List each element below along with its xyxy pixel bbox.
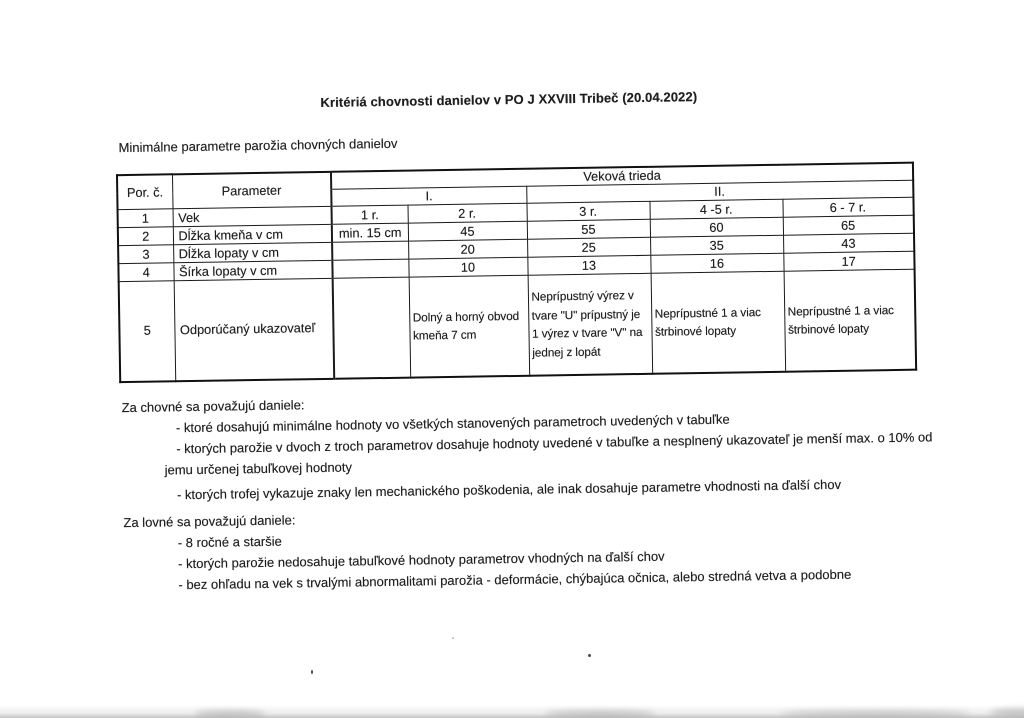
row-number-cell: 3 bbox=[118, 245, 173, 264]
scan-smudge bbox=[990, 708, 1024, 717]
value-cell-3r: Neprípustný výrez v tvare "U" prípustný je 1 výrez v tvare "V" na jednej z lopát bbox=[528, 273, 653, 375]
section-item: - 8 ročné a staršie bbox=[177, 533, 282, 551]
row-number-cell: 2 bbox=[118, 227, 173, 246]
value-cell-1r: 1 r. bbox=[332, 205, 408, 224]
value-cell-2r: 45 bbox=[408, 221, 527, 241]
parameter-cell: Dĺžka lopaty v cm bbox=[173, 242, 332, 262]
header-class-i: I. bbox=[331, 186, 526, 206]
section-lovne-daniele bbox=[123, 499, 964, 596]
section-chovne-daniele bbox=[121, 384, 963, 506]
document-title: Kritériá chovnosti danielov v PO J XXVIII Tribeč (20.04.2022) bbox=[320, 89, 698, 110]
value-cell-2r: Dolný a horný obvod kmeňa 7 cm bbox=[409, 275, 530, 377]
value-cell-6-7r: 17 bbox=[783, 251, 914, 271]
scan-speck bbox=[452, 637, 454, 639]
value-cell-6-7r: 65 bbox=[783, 215, 914, 235]
document-subtitle: Minimálne parametre parožia chovných danielov bbox=[118, 135, 398, 156]
value-cell-1r bbox=[332, 241, 408, 260]
section-item: - ktorých parožie v dvoch z troch parametrov dosahuje hodnoty uvedené v tabuľke a nesplnený ukazovateľ je menší max. o 10% od jemu určenej tabuľkovej hodnoty bbox=[164, 429, 933, 478]
value-cell-1r bbox=[333, 277, 411, 378]
header-parameter: Parameter bbox=[172, 172, 332, 209]
value-cell-1r: min. 15 cm bbox=[332, 223, 408, 242]
header-vekova-trieda: Veková trieda bbox=[331, 163, 913, 190]
section-item: - ktoré dosahujú minimálne hodnoty vo všetkých stanovených parametroch uvedených v tabuľke bbox=[175, 411, 730, 436]
value-cell-2r: 10 bbox=[408, 257, 527, 277]
table-row-odporucany-ukazovatel bbox=[119, 269, 916, 381]
parameter-cell: Vek bbox=[173, 206, 332, 226]
scan-speck bbox=[311, 670, 313, 674]
value-cell-2r: 20 bbox=[408, 239, 527, 259]
value-cell-6-7r: 43 bbox=[783, 233, 914, 253]
scan-smudge bbox=[195, 710, 265, 717]
value-cell-3r: 13 bbox=[527, 255, 650, 275]
value-cell-4-5r: 35 bbox=[650, 235, 783, 255]
value-cell-6-7r: Neprípustné 1 a viac štrbinové lopaty bbox=[784, 269, 917, 371]
parameter-cell: Odporúčaný ukazovateľ bbox=[174, 278, 335, 380]
value-cell-3r: 55 bbox=[527, 219, 650, 239]
section-item: - bez ohľadu na vek s trvalými abnormalitami parožia - deformácie, chýbajúca očnica, alebo stredná vetva a podobne bbox=[178, 566, 852, 593]
value-cell-4-5r: 60 bbox=[650, 217, 783, 237]
section-heading: Za chovné sa považujú daniele: bbox=[121, 397, 305, 416]
value-cell-6-7r: 6 - 7 r. bbox=[782, 197, 913, 217]
criteria-table bbox=[116, 162, 917, 383]
value-cell-3r: 25 bbox=[527, 237, 650, 257]
section-item: - ktorých parožie nedosahuje tabuľkové hodnoty parametrov vhodných na ďalší chov bbox=[177, 548, 665, 572]
header-por-c: Por. č. bbox=[117, 174, 173, 209]
row-number-cell: 1 bbox=[118, 209, 173, 228]
value-cell-4-5r: Neprípustné 1 a viac štrbinové lopaty bbox=[651, 271, 786, 373]
row-number-cell: 4 bbox=[118, 263, 173, 282]
header-class-ii: II. bbox=[526, 180, 913, 203]
value-cell-1r bbox=[332, 259, 408, 278]
row-number-cell: 5 bbox=[119, 281, 176, 382]
scan-smudge bbox=[780, 710, 970, 717]
section-item: - ktorých trofej vykazuje znaky len mechanického poškodenia, ale inak dosahuje parametre vhodnosti na ďalší chov bbox=[176, 476, 842, 503]
value-cell-4-5r: 16 bbox=[650, 253, 783, 273]
parameter-cell: Dĺžka kmeňa v cm bbox=[173, 224, 332, 244]
scan-smudge bbox=[545, 710, 655, 717]
value-cell-4-5r: 4 -5 r. bbox=[649, 199, 782, 219]
parameter-cell: Šírka lopaty v cm bbox=[173, 260, 332, 280]
value-cell-2r: 2 r. bbox=[407, 203, 526, 223]
value-cell-3r: 3 r. bbox=[526, 201, 649, 221]
scan-speck bbox=[588, 654, 591, 657]
scanner-edge-shadow bbox=[0, 705, 1024, 718]
section-heading: Za lovné sa považujú daniele: bbox=[123, 512, 296, 531]
